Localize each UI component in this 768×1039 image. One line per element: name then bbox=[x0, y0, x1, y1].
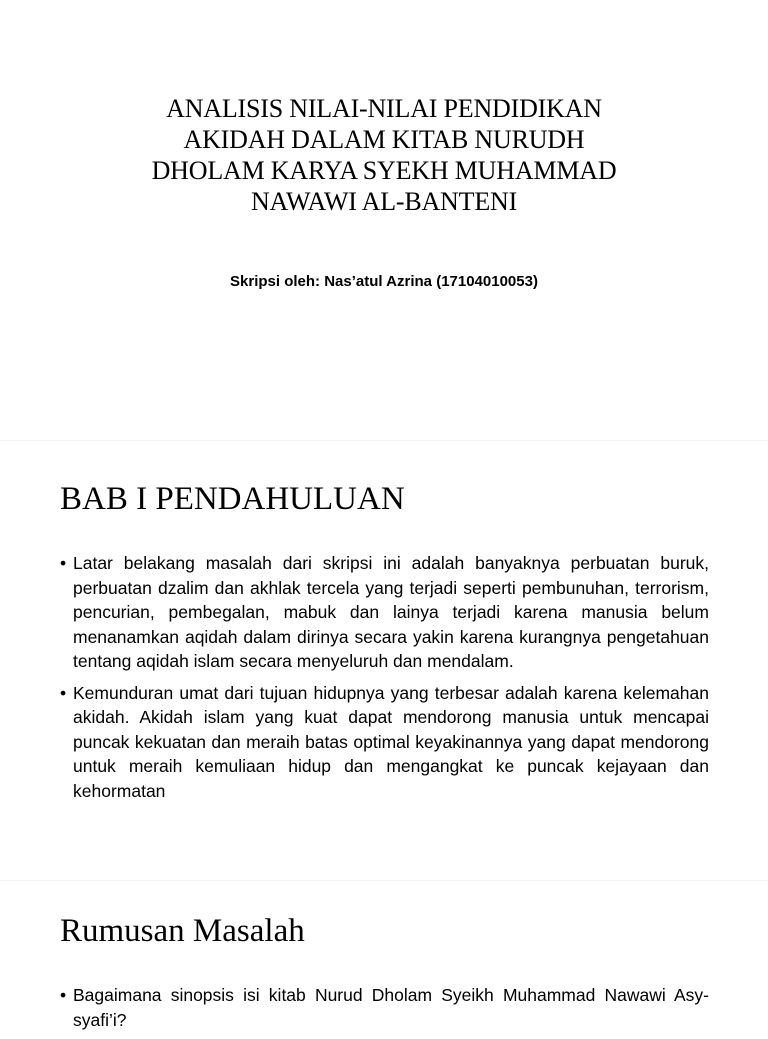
title-line: NAWAWI AL-BANTENI bbox=[250, 187, 518, 216]
slide-rumusan-masalah bbox=[0, 880, 768, 1030]
list-item-text: Bagaimana sinopsis isi kitab Nurud Dholam Syeikh Muhammad Nawawi Asy-syafi’i? bbox=[73, 985, 709, 1030]
bullet-icon: • bbox=[60, 985, 67, 1005]
section-heading: BAB I PENDAHULUAN bbox=[60, 481, 405, 517]
slide-title-heading bbox=[100, 93, 668, 217]
bullet-list bbox=[60, 551, 709, 810]
title-line: DHOLAM KARYA SYEKH MUHAMMAD bbox=[151, 156, 617, 185]
bullet-list bbox=[60, 983, 709, 1039]
list-item bbox=[60, 983, 709, 1032]
slide-title bbox=[0, 0, 768, 440]
slide-pendahuluan bbox=[0, 440, 768, 881]
title-line: ANALISIS NILAI-NILAI PENDIDIKAN bbox=[166, 94, 602, 123]
bullet-icon: • bbox=[60, 553, 67, 573]
list-item-text: Latar belakang masalah dari skripsi ini adalah banyaknya perbuatan buruk, perbuatan dzalim dan akhlak tercela yang terjadi seperti pembunuhan, terrorism, pencurian, pembegalan, mabuk dan lainya terjadi karena manusia belum menanamkan aqidah dalam dirinya secara yakin karena kurangnya pengetahuan tentang aqidah islam secara menyeluruh dan mendalam. bbox=[73, 553, 709, 671]
author-subtitle: Skripsi oleh: Nas’atul Azrina (17104010053) bbox=[230, 273, 538, 290]
list-item bbox=[60, 681, 709, 804]
list-item bbox=[60, 551, 709, 674]
list-item-text: Kemunduran umat dari tujuan hidupnya yang terbesar adalah karena kelemahan akidah. Akidah islam yang kuat dapat mendorong manusia untuk mencapai puncak kekuatan dan meraih batas optimal keyakinannya yang dapat mendorong untuk meraih kemuliaan hidup dan mengangkat ke puncak kejayaan dan kehormatan bbox=[73, 682, 709, 801]
bullet-icon: • bbox=[60, 682, 67, 703]
title-line: AKIDAH DALAM KITAB NURUDH bbox=[183, 125, 585, 154]
section-heading: Rumusan Masalah bbox=[60, 913, 305, 949]
